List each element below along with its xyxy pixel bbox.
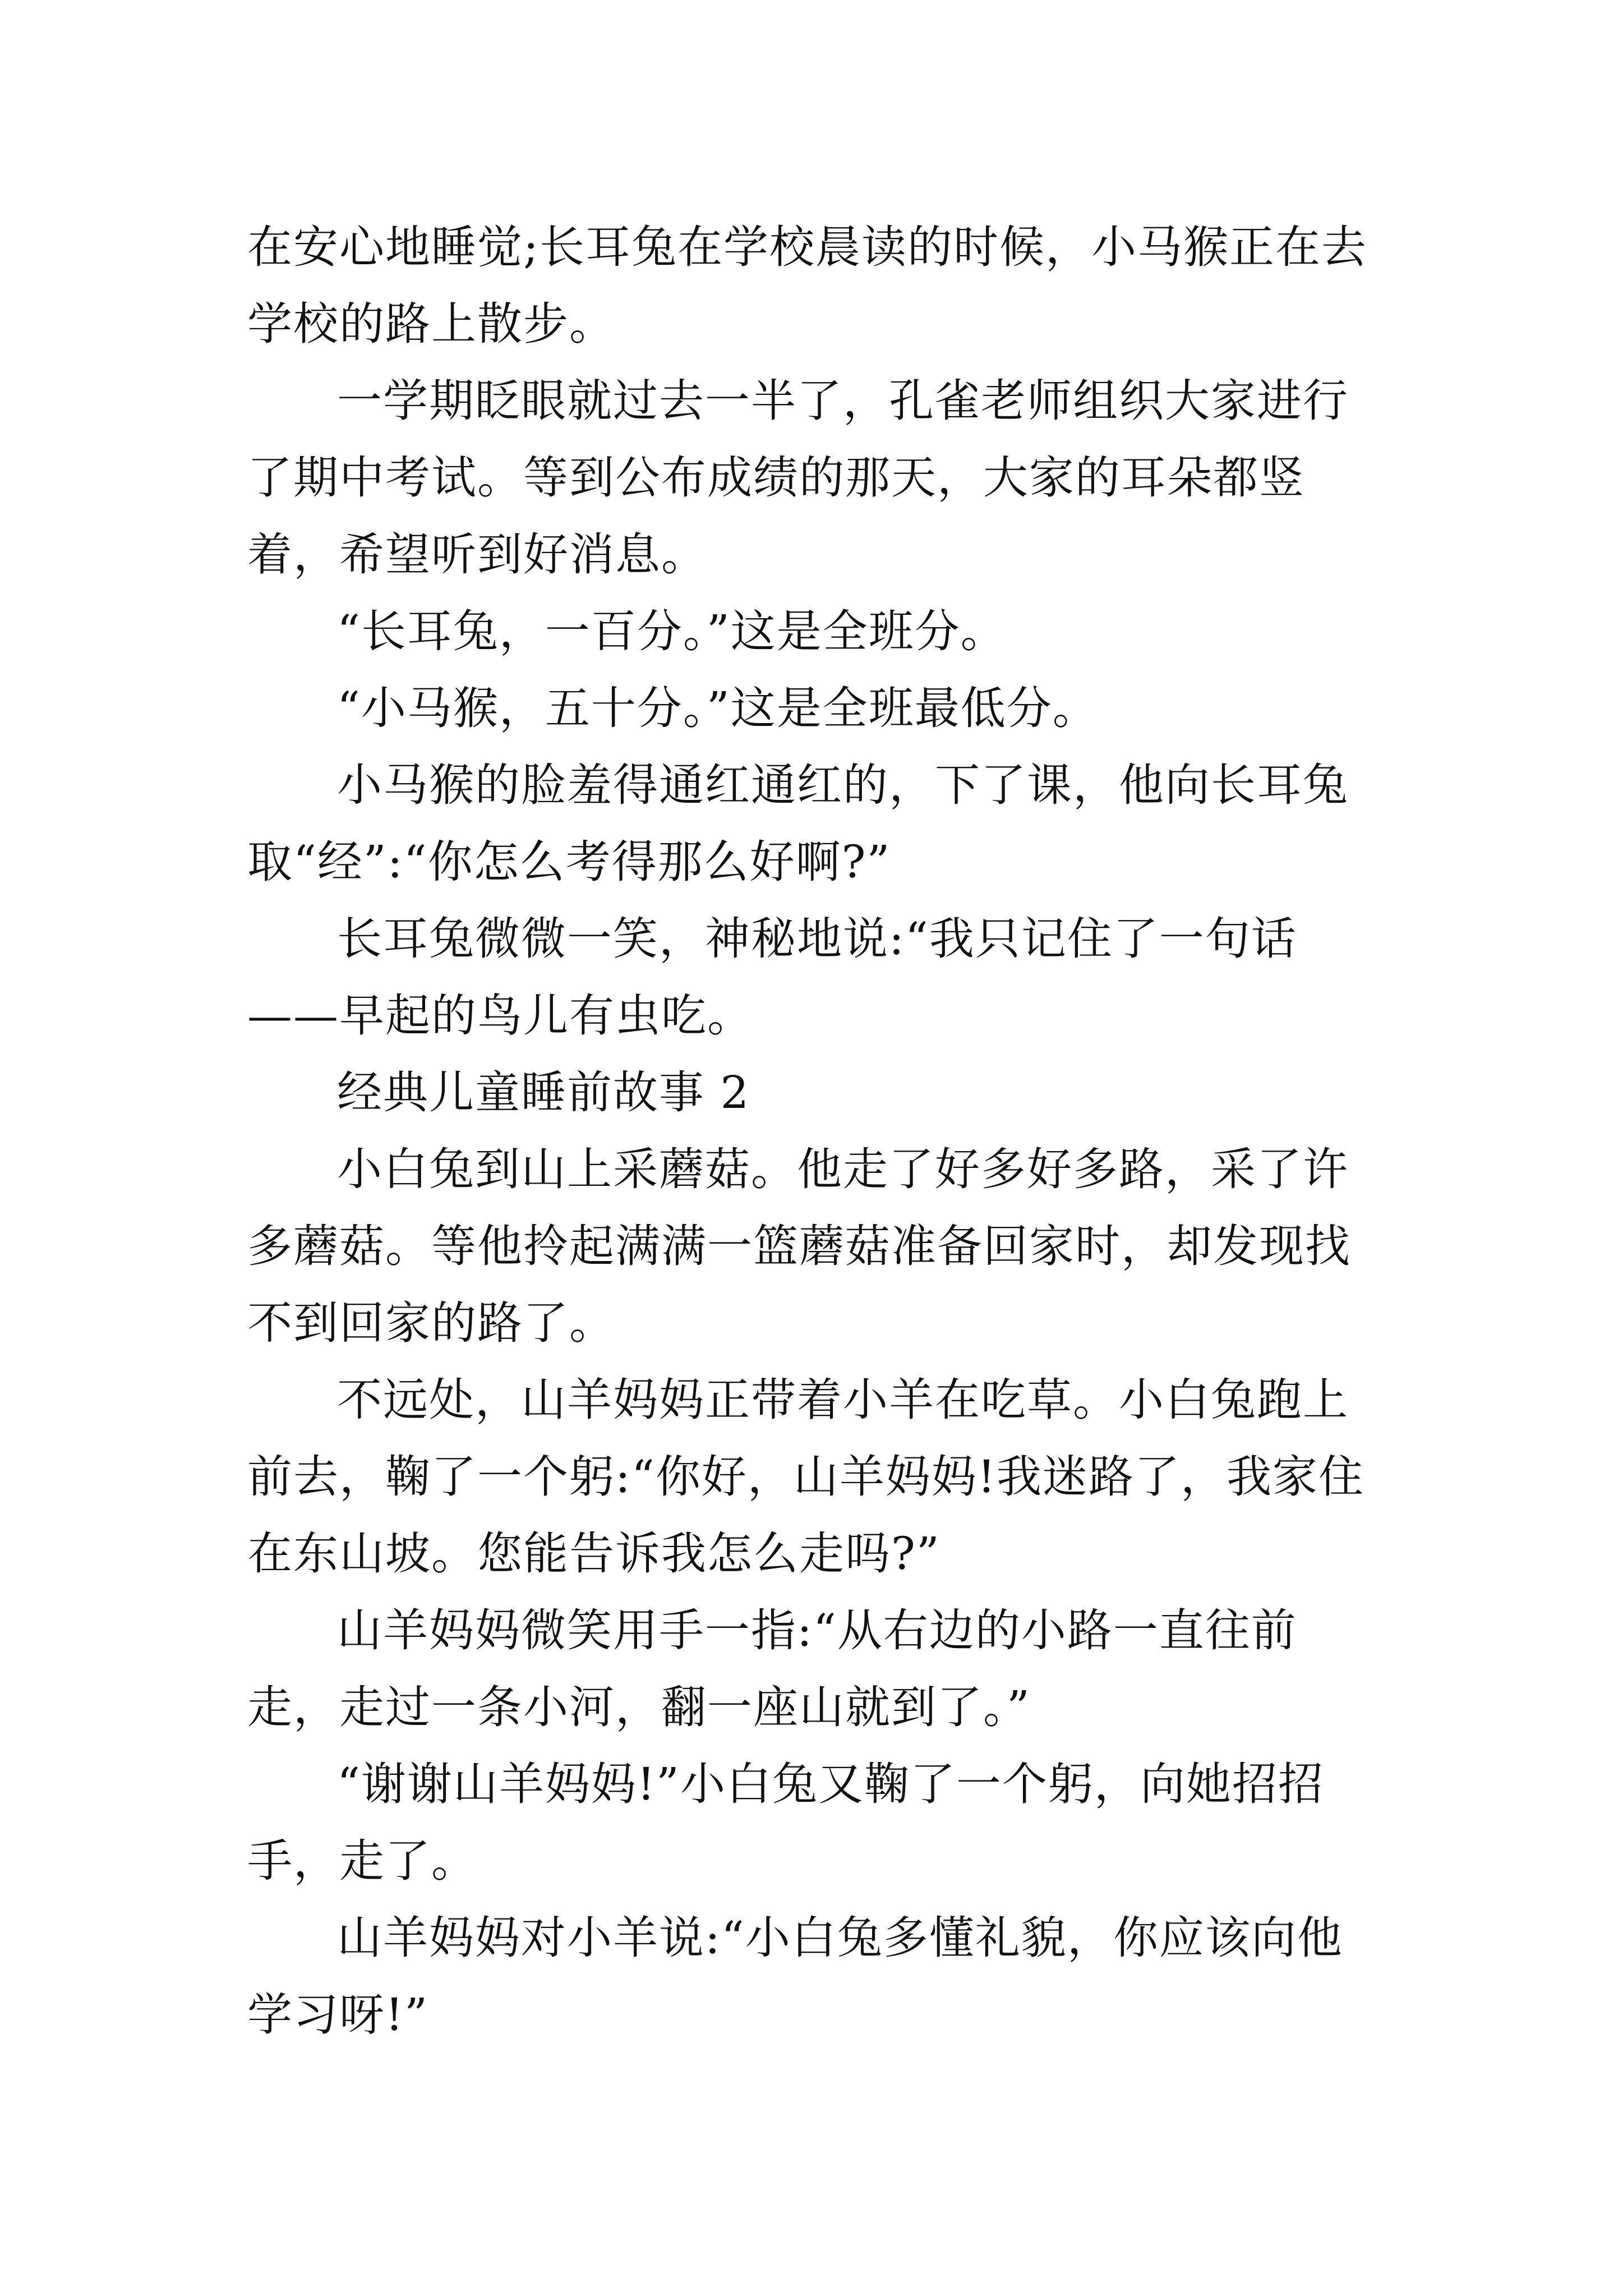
paragraph: 一学期眨眼就过去一半了，孔雀老师组织大家进行了期中考试。等到公布成绩的那天，大家的耳朵都竖着，希望听到好消息。	[247, 375, 1349, 581]
section-heading: 经典儿童睡前故事 2	[337, 1066, 750, 1119]
paragraph: “长耳兔，一百分。”这是全班分。	[337, 605, 1007, 657]
paragraph: 小白兔到山上采蘑菇。他走了好多好多路，采了许多蘑菇。等他拎起满满一篮蘑菇准备回家时，却发现找不到回家的路了。	[247, 1143, 1351, 1349]
paragraph: 不远处，山羊妈妈正带着小羊在吃草。小白兔跑上前去，鞠了一个躬:“你好，山羊妈妈!我迷路了，我家住在东山坡。您能告诉我怎么走吗?”	[247, 1374, 1364, 1580]
paragraph: 山羊妈妈对小羊说:“小白兔多懂礼貌，你应该向他学习呀!”	[247, 1912, 1343, 2041]
paragraph: “谢谢山羊妈妈!”小白兔又鞠了一个躬，向她招招手，走了。	[247, 1758, 1324, 1887]
paragraph: “小马猴，五十分。”这是全班最低分。	[337, 682, 1099, 734]
paragraph: 山羊妈妈微笑用手一指:“从右边的小路一直往前走，走过一条小河，翻一座山就到了。”	[247, 1604, 1297, 1733]
paragraph: 小马猴的脸羞得通红通红的，下了课，他向长耳兔取“经”:“你怎么考得那么好啊?”	[247, 759, 1349, 888]
paragraph: 长耳兔微微一笑，神秘地说:“我只记住了一句话——早起的鸟儿有虫吃。	[247, 913, 1297, 1042]
paragraph: 在安心地睡觉;长耳兔在学校晨读的时候，小马猴正在去学校的路上散步。	[247, 221, 1367, 350]
document-body	[247, 209, 1380, 2053]
